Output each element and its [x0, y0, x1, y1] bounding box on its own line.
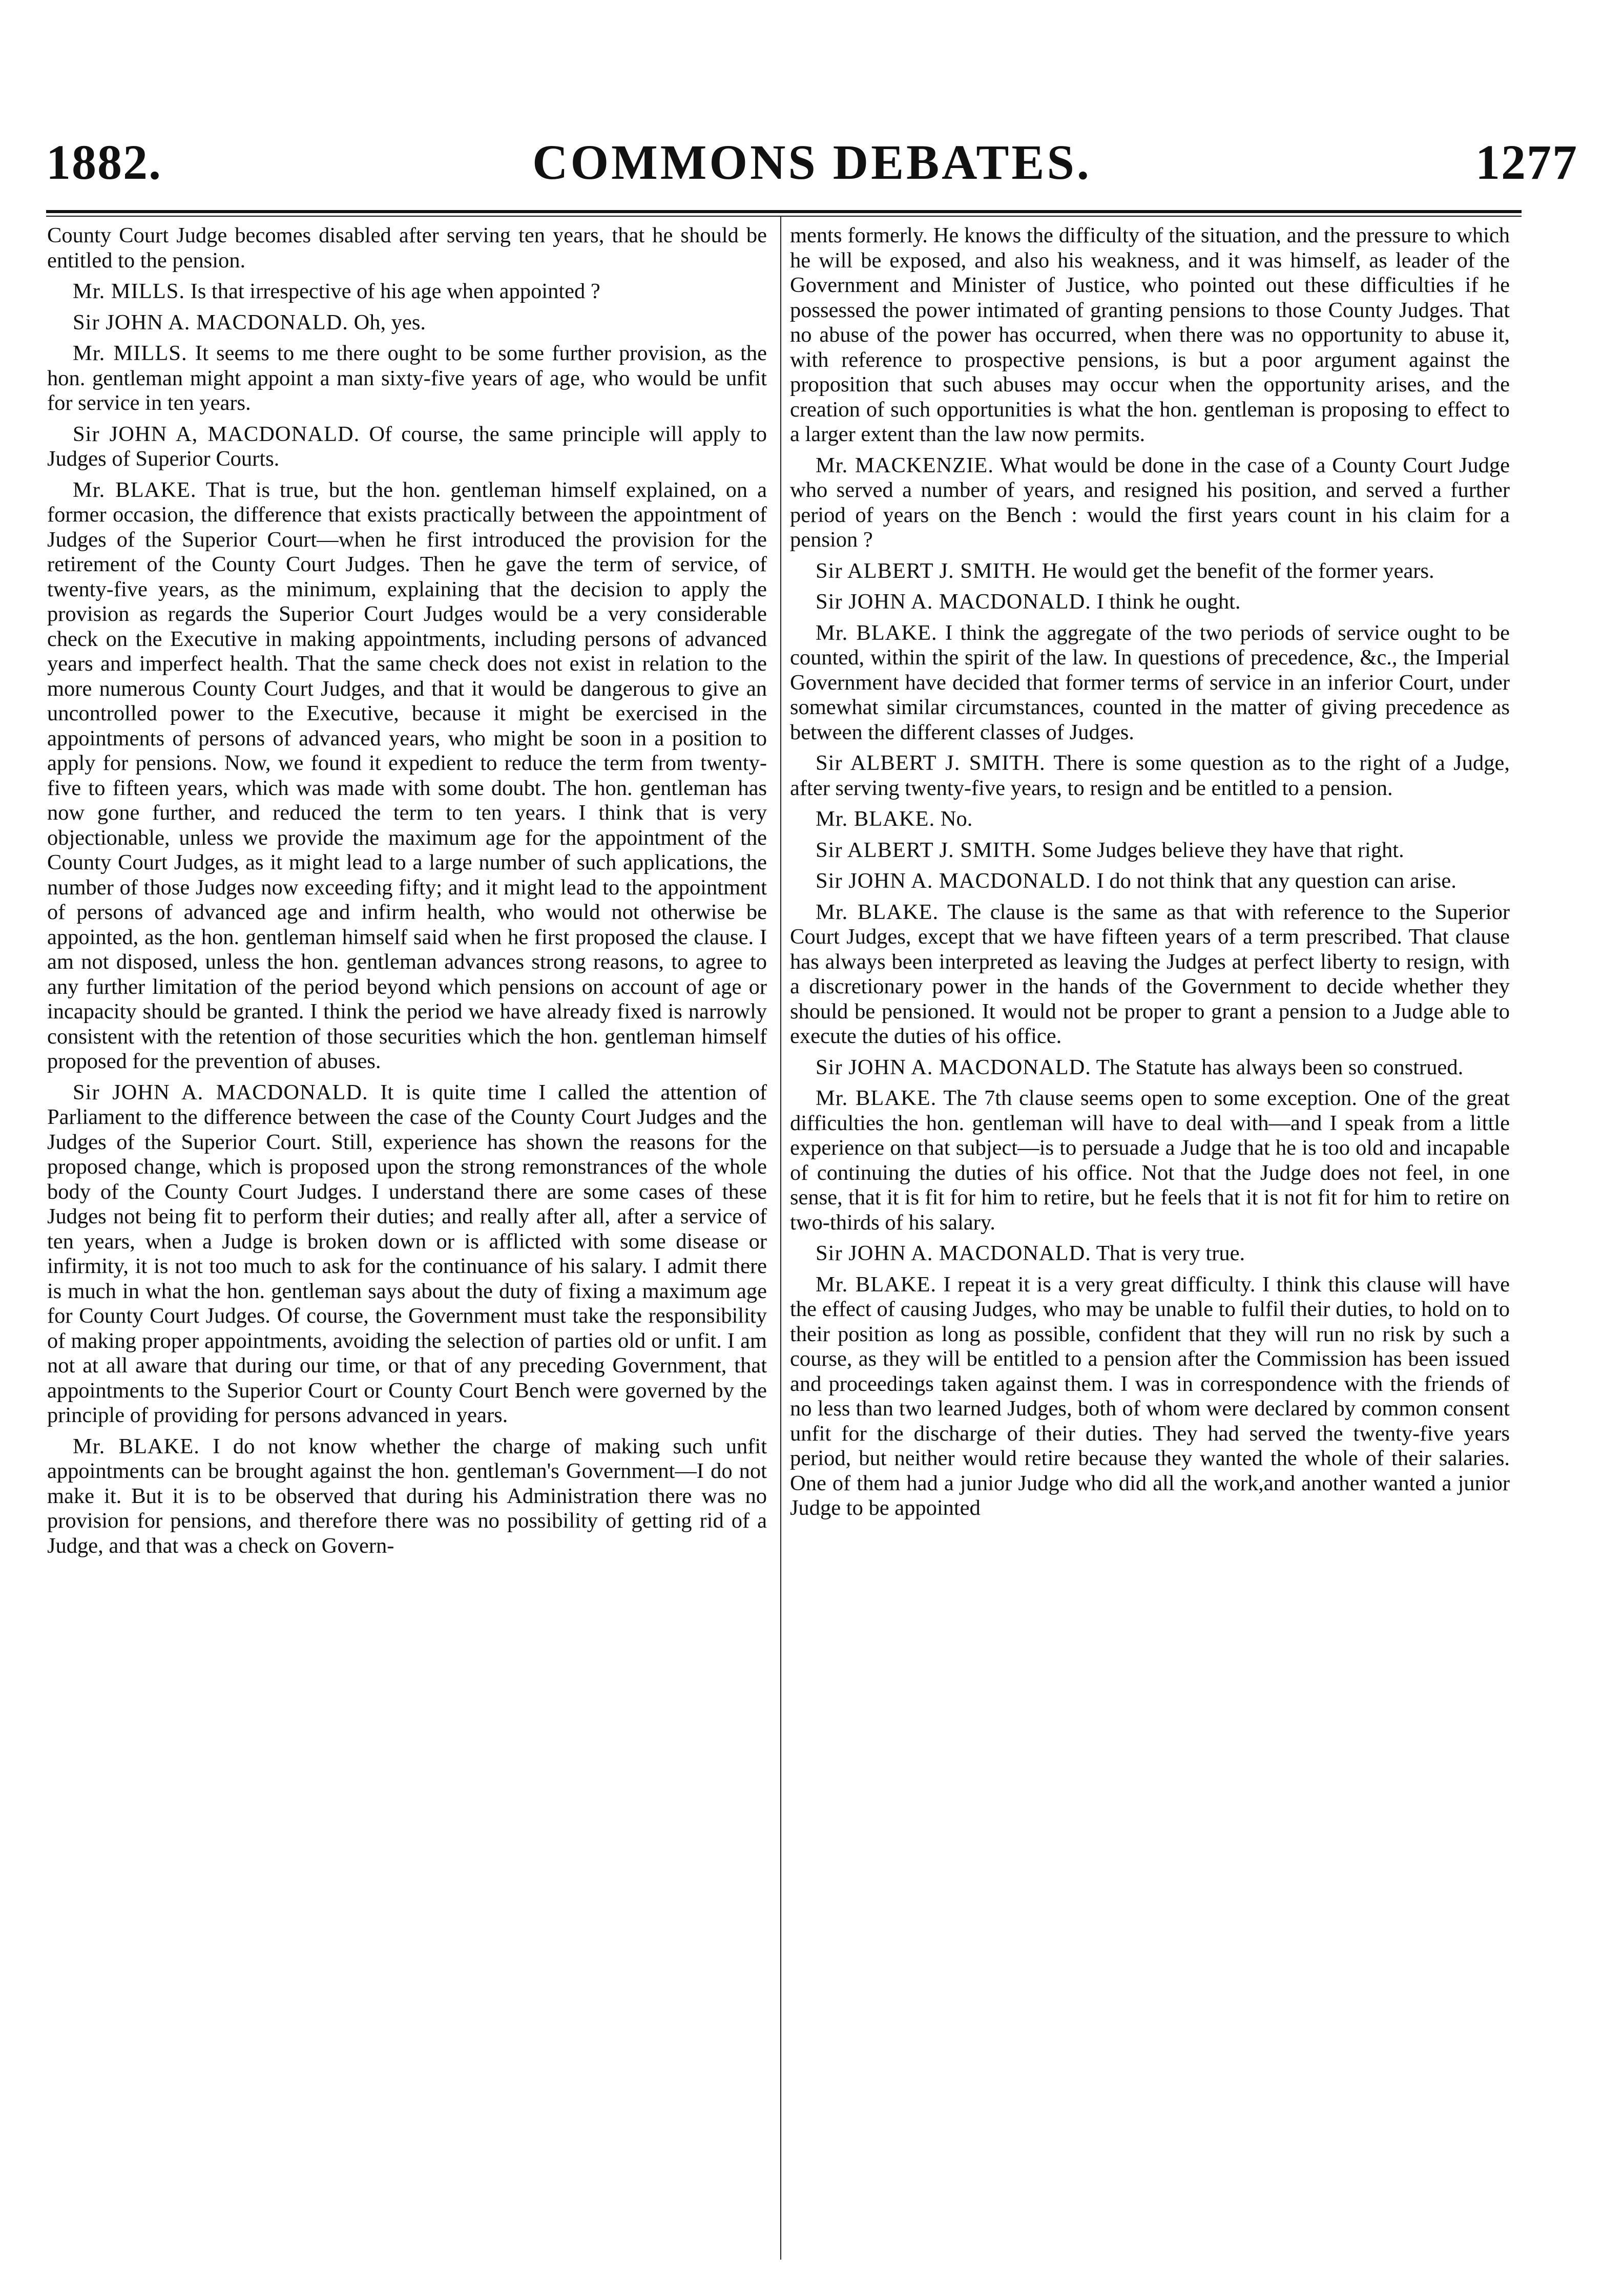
speech-text: I repeat it is a very great difficulty. I think this clause will have the effect of causing Judges, who may be unable to fulfil their duties, to hold on to their position as long as possible, confident that they will run no risk by such a course, as they will be entitled to a pension after the Commission has been issued and proceedings taken against them. I was in correspondence with the friends of no less than two learned Judges, both of whom were declared by common consent unfit for the discharge of their duties. They had served the twenty-five years period, but neither would retire because they wanted the whole of their salaries. One of them had a junior Judge who did all the work,and another wanted a junior Judge to be appointed [790, 1272, 1510, 1520]
header-title: COMMONS DEBATES. [532, 135, 1092, 190]
speech-text: There is some question as to the right of a Judge, after serving twenty-five years, to resign and be entitled to a pension. [790, 751, 1510, 800]
debate-paragraph [47, 1080, 767, 1428]
debate-paragraph [790, 869, 1510, 894]
speech-text: ments formerly. He knows the difficulty of the situation, and the pressure to which he will be exposed, and also his weakness, and it was himself, as leader of the Government and Minister of Justice, who pointed out these difficulties if he possessed the power intimated of granting pensions to those County Judges. That no abuse of the power has occurred, when there was no opportunity to abuse it, with reference to prospective pensions, is but a poor argument against the proposition that such abuses may occur when the opportunity arises, and the creation of such opportunities is what the hon. gentleman is proposing to effect to a larger extent than the law now permits. [790, 223, 1510, 446]
speaker-name: Mr. BLAKE. [816, 1272, 937, 1297]
debate-paragraph [790, 1086, 1510, 1235]
header-rule-thin [46, 216, 1522, 217]
speech-text: I think the aggregate of the two periods of service ought to be counted, within the spirit of the law. In questions of precedence, &c., the Imperial Government have decided that former terms of service in an inferior Court, under somewhat similar circumstances, counted in the matter of giving precedence as between the different classes of Judges. [790, 620, 1510, 744]
speech-text: Some Judges believe they have that right. [1042, 838, 1404, 862]
speech-text: It seems to me there ought to be some further provision, as the hon. gentleman might appoint a man sixty-five years of age, who would be unfit for service in ten years. [47, 341, 767, 415]
debate-paragraph [47, 223, 767, 273]
speech-text: No. [940, 807, 973, 831]
header-page-number: 1277 [1475, 135, 1578, 190]
speech-text: That is true, but the hon. gentleman himself explained, on a former occasion, the difference that exists practically between the appointment of Judges of the Superior Court—when he first introduced the provision for the retirement of the County Court Judges. Then he gave the term of service, of twenty-five years, as the minimum, explaining that the decision to apply the provision as regards the Superior Court Judges would be a very considerable check on the Executive in making appointments, including persons of advanced years and imperfect health. That the same check does not exist in relation to the more numerous County Court Judges, and that it would be dangerous to give an uncontrolled power to the Executive, because it might be exercised in the appointments of persons of advanced years, who might be soon in a position to apply for pensions. Now, we found it expedient to reduce the term from twenty-five to fifteen years, which was made with some doubt. The hon. gentleman has now gone further, and reduced the term to ten years. I think that is very objectionable, unless we provide the maximum age for the appointment of the County Court Judges, as it might lead to a large number of such applications, the number of those Judges now exceeding fifty; and it might lead to the appointment of persons of advanced age and infirm health, who would not otherwise be appointed, as the hon. gentleman himself said when he first proposed the clause. I am not disposed, unless the hon. gentleman advances strong reasons, to agree to any further limitation of the period beyond which pensions on account of age or incapacity should be granted. I think the period we have already fixed is narrowly consistent with the retention of those securities which the hon. gentleman himself proposed for the prevention of abuses. [47, 477, 767, 1073]
header-year: 1882. [46, 135, 162, 190]
header-rule-thick [46, 210, 1522, 213]
speaker-name: Mr. BLAKE. [816, 900, 939, 924]
speech-text: County Court Judge becomes disabled after serving ten years, that he should be entitled to the pension. [47, 223, 767, 273]
debate-paragraph [47, 310, 767, 336]
speech-text: What would be done in the case of a County Court Judge who served a number of years, and resigned his position, and served a further period of years on the Bench : would the first years count in his claim for a pension ? [790, 453, 1510, 552]
speaker-name: Sir ALBERT J. SMITH. [816, 838, 1037, 862]
debate-paragraph [790, 590, 1510, 615]
debate-paragraph [790, 1272, 1510, 1521]
debate-paragraph [790, 559, 1510, 584]
speech-text: The 7th clause seems open to some exception. One of the great difficulties the hon. gentleman will have to deal with—and I speak from a little experience on that subject—is to persuade a Judge that he is too old and incapable of continuing the duties of his office. Not that the Judge does not feel, in one sense, that it is fit for him to retire, but he feels that it is not fit for him to retire on two-thirds of his salary. [790, 1086, 1510, 1235]
speech-text: It is quite time I called the attention of Parliament to the difference between the case of the County Court Judges and the Judges of the Superior Court. Still, experience has shown the reasons for the proposed change, which is proposed upon the strong remonstrances of the whole body of the County Court Judges. I understand there are some cases of these Judges not being fit to perform their duties; and really after all, after a service of ten years, when a Judge is broken down or is afflicted with some disease or infirmity, it is not too much to ask for the continuance of his salary. I admit there is much in what the hon. gentleman says about the duty of fixing a maximum age for County Court Judges. Of course, the Government must take the responsibility of making proper appointments, avoiding the selection of parties old or unfit. I am not at all aware that during our time, or that of any preceding Government, that appointments to the Superior Court or County Court Bench were governed by the principle of providing for persons advanced in years. [47, 1080, 767, 1427]
speaker-name: Mr. MACKENZIE. [816, 453, 994, 477]
speech-text: The clause is the same as that with reference to the Superior Court Judges, except that we have fifteen years of a term prescribed. That clause has always been interpreted as leaving the Judges at perfect liberty to resign, with a discretionary power in the hands of the Government to decide whether they should be pensioned. It would not be proper to grant a pension to a Judge able to execute the duties of his office. [790, 900, 1510, 1048]
debate-paragraph [790, 453, 1510, 553]
debate-paragraph [790, 838, 1510, 863]
left-column [47, 223, 767, 1564]
debate-paragraph [47, 478, 767, 1074]
speech-text: I do not know whether the charge of making such unfit appointments can be brought against the hon. gentleman's Government—I do not make it. But it is to be observed that during his Administration there was no provision for pensions, and therefore there was no possibility of getting rid of a Judge, and that was a check on Govern- [47, 1434, 767, 1558]
debate-paragraph [790, 1241, 1510, 1266]
speaker-name: Mr. BLAKE. [73, 1434, 200, 1458]
debate-paragraph [47, 341, 767, 416]
speaker-name: Sir ALBERT J. SMITH. [816, 558, 1037, 583]
speaker-name: Sir ALBERT J. SMITH. [816, 751, 1046, 775]
speaker-name: Mr. BLAKE. [73, 477, 197, 502]
speech-text: Oh, yes. [353, 310, 426, 335]
debate-paragraph [47, 1434, 767, 1559]
column-divider [780, 216, 781, 2260]
debate-paragraph [47, 422, 767, 472]
right-column [790, 223, 1510, 1527]
speech-text: Is that irrespective of his age when appointed ? [190, 279, 600, 303]
debate-paragraph [790, 1055, 1510, 1080]
speaker-name: Sir JOHN A. MACDONALD. [816, 1055, 1091, 1079]
debate-paragraph [790, 621, 1510, 745]
speaker-name: Sir JOHN A. MACDONALD. [816, 1241, 1091, 1265]
speaker-name: Mr. BLAKE. [816, 620, 938, 645]
speaker-name: Sir JOHN A. MACDONALD. [816, 869, 1091, 893]
debate-paragraph [47, 279, 767, 304]
speech-text: Of course, the same principle will apply to Judges of Superior Courts. [47, 422, 767, 471]
speech-text: That is very true. [1096, 1241, 1245, 1265]
speech-text: He would get the benefit of the former years. [1042, 558, 1434, 583]
speaker-name: Mr. BLAKE. [816, 1086, 937, 1110]
debate-paragraph [790, 751, 1510, 801]
speaker-name: Mr. BLAKE. [816, 807, 935, 831]
speaker-name: Mr. MILLS. [73, 279, 185, 303]
speaker-name: Mr. MILLS. [73, 341, 188, 365]
speaker-name: Sir JOHN A. MACDONALD. [73, 310, 348, 335]
speaker-name: Sir JOHN A. MACDONALD. [816, 590, 1091, 614]
speech-text: The Statute has always been so construed. [1096, 1055, 1464, 1079]
speaker-name: Sir JOHN A, MACDONALD. [73, 422, 360, 446]
debate-paragraph [790, 807, 1510, 832]
speaker-name: Sir JOHN A. MACDONALD. [73, 1080, 368, 1104]
debate-paragraph [790, 223, 1510, 447]
speech-text: I think he ought. [1096, 590, 1241, 614]
debate-paragraph [790, 900, 1510, 1049]
speech-text: I do not think that any question can arise. [1096, 869, 1456, 893]
